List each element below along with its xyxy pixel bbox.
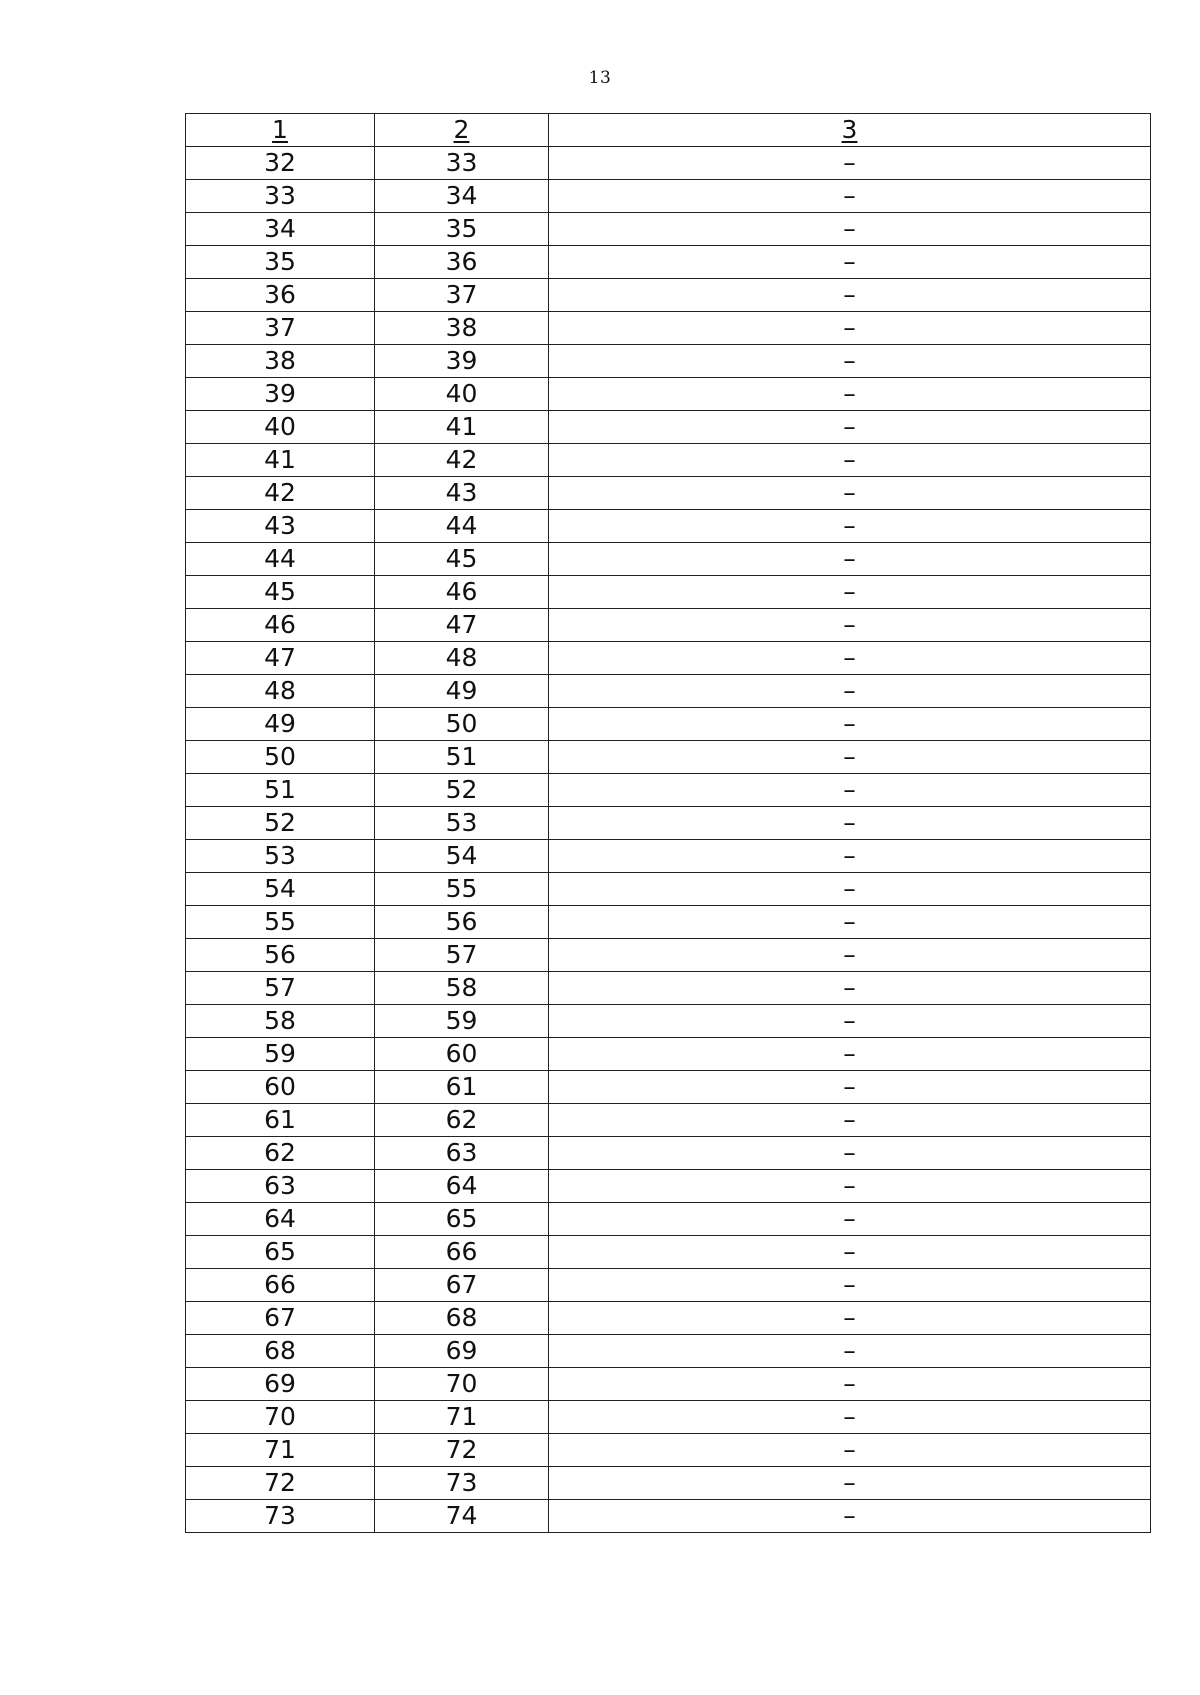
table-cell-col1: 35 bbox=[186, 246, 375, 279]
table-cell-col2: 36 bbox=[375, 246, 549, 279]
table-row bbox=[186, 1302, 1151, 1335]
table-row bbox=[186, 609, 1151, 642]
table-cell-col3: – bbox=[549, 1302, 1151, 1335]
table-row bbox=[186, 1269, 1151, 1302]
header-cell-3 bbox=[549, 114, 1151, 147]
table-cell-col2: 57 bbox=[375, 939, 549, 972]
table-cell-col1: 47 bbox=[186, 642, 375, 675]
table-row bbox=[186, 840, 1151, 873]
table-cell-col1: 66 bbox=[186, 1269, 375, 1302]
table-cell-col3: – bbox=[549, 213, 1151, 246]
table-cell-col2: 33 bbox=[375, 147, 549, 180]
table-cell-col1: 62 bbox=[186, 1137, 375, 1170]
table-cell-col1: 70 bbox=[186, 1401, 375, 1434]
table-cell-col2: 74 bbox=[375, 1500, 549, 1533]
table-cell-col2: 70 bbox=[375, 1368, 549, 1401]
table-cell-col2: 54 bbox=[375, 840, 549, 873]
table-cell-col1: 59 bbox=[186, 1038, 375, 1071]
table-cell-col1: 60 bbox=[186, 1071, 375, 1104]
table-row bbox=[186, 378, 1151, 411]
table-cell-col2: 59 bbox=[375, 1005, 549, 1038]
table-cell-col1: 63 bbox=[186, 1170, 375, 1203]
table-row bbox=[186, 774, 1151, 807]
table-cell-col3: – bbox=[549, 312, 1151, 345]
table-cell-col3: – bbox=[549, 906, 1151, 939]
table-cell-col2: 51 bbox=[375, 741, 549, 774]
table-cell-col3: – bbox=[549, 1500, 1151, 1533]
table-cell-col3: – bbox=[549, 180, 1151, 213]
table-cell-col2: 71 bbox=[375, 1401, 549, 1434]
header-cell-3-text: 3 bbox=[841, 115, 858, 144]
table-cell-col1: 51 bbox=[186, 774, 375, 807]
table-cell-col3: – bbox=[549, 774, 1151, 807]
table-cell-col2: 38 bbox=[375, 312, 549, 345]
table-cell-col3: – bbox=[549, 576, 1151, 609]
table-cell-col3: – bbox=[549, 411, 1151, 444]
table-cell-col3: – bbox=[549, 477, 1151, 510]
table-row bbox=[186, 972, 1151, 1005]
table-cell-col1: 72 bbox=[186, 1467, 375, 1500]
table-cell-col3: – bbox=[549, 675, 1151, 708]
table-row bbox=[186, 543, 1151, 576]
table-cell-col1: 37 bbox=[186, 312, 375, 345]
table-cell-col2: 42 bbox=[375, 444, 549, 477]
table-row bbox=[186, 1368, 1151, 1401]
table-cell-col3: – bbox=[549, 972, 1151, 1005]
table-row bbox=[186, 1203, 1151, 1236]
table-cell-col1: 44 bbox=[186, 543, 375, 576]
table-row bbox=[186, 345, 1151, 378]
table-cell-col2: 68 bbox=[375, 1302, 549, 1335]
table-cell-col1: 55 bbox=[186, 906, 375, 939]
table-cell-col3: – bbox=[549, 1203, 1151, 1236]
table-cell-col3: – bbox=[549, 345, 1151, 378]
table-row bbox=[186, 1467, 1151, 1500]
table-cell-col2: 41 bbox=[375, 411, 549, 444]
table-cell-col1: 50 bbox=[186, 741, 375, 774]
table-cell-col1: 48 bbox=[186, 675, 375, 708]
table-cell-col2: 60 bbox=[375, 1038, 549, 1071]
table-cell-col1: 65 bbox=[186, 1236, 375, 1269]
table-cell-col3: – bbox=[549, 1401, 1151, 1434]
table-cell-col3: – bbox=[549, 642, 1151, 675]
table-cell-col1: 67 bbox=[186, 1302, 375, 1335]
table-row bbox=[186, 675, 1151, 708]
table-cell-col3: – bbox=[549, 873, 1151, 906]
table-cell-col3: – bbox=[549, 1335, 1151, 1368]
table-cell-col1: 46 bbox=[186, 609, 375, 642]
table-cell-col3: – bbox=[549, 741, 1151, 774]
table-row bbox=[186, 279, 1151, 312]
table-row bbox=[186, 444, 1151, 477]
table-row bbox=[186, 1500, 1151, 1533]
table-cell-col2: 69 bbox=[375, 1335, 549, 1368]
table-cell-col1: 39 bbox=[186, 378, 375, 411]
table-cell-col1: 64 bbox=[186, 1203, 375, 1236]
table-cell-col1: 38 bbox=[186, 345, 375, 378]
table-cell-col3: – bbox=[549, 1236, 1151, 1269]
table-cell-col2: 63 bbox=[375, 1137, 549, 1170]
table-cell-col1: 36 bbox=[186, 279, 375, 312]
table-cell-col2: 55 bbox=[375, 873, 549, 906]
table-cell-col3: – bbox=[549, 1467, 1151, 1500]
table-cell-col1: 71 bbox=[186, 1434, 375, 1467]
table-cell-col3: – bbox=[549, 1170, 1151, 1203]
table-row bbox=[186, 1401, 1151, 1434]
table-cell-col1: 43 bbox=[186, 510, 375, 543]
table-cell-col1: 34 bbox=[186, 213, 375, 246]
table-cell-col3: – bbox=[549, 1269, 1151, 1302]
table-row bbox=[186, 147, 1151, 180]
table-cell-col3: – bbox=[549, 708, 1151, 741]
table-row bbox=[186, 642, 1151, 675]
table-row bbox=[186, 708, 1151, 741]
table-row bbox=[186, 477, 1151, 510]
table-row bbox=[186, 1236, 1151, 1269]
table-cell-col3: – bbox=[549, 1434, 1151, 1467]
table-cell-col3: – bbox=[549, 1368, 1151, 1401]
table-cell-col3: – bbox=[549, 807, 1151, 840]
table-cell-col2: 61 bbox=[375, 1071, 549, 1104]
table-cell-col1: 40 bbox=[186, 411, 375, 444]
header-cell-1-text: 1 bbox=[272, 115, 288, 144]
header-cell-1 bbox=[186, 114, 375, 147]
table-cell-col2: 37 bbox=[375, 279, 549, 312]
table-cell-col2: 67 bbox=[375, 1269, 549, 1302]
table-cell-col1: 57 bbox=[186, 972, 375, 1005]
table-cell-col2: 48 bbox=[375, 642, 549, 675]
table-cell-col1: 68 bbox=[186, 1335, 375, 1368]
table-row bbox=[186, 1071, 1151, 1104]
table-row bbox=[186, 1104, 1151, 1137]
table-cell-col2: 64 bbox=[375, 1170, 549, 1203]
table-cell-col1: 42 bbox=[186, 477, 375, 510]
table-cell-col1: 41 bbox=[186, 444, 375, 477]
table-cell-col1: 53 bbox=[186, 840, 375, 873]
table-cell-col1: 54 bbox=[186, 873, 375, 906]
header-cell-2 bbox=[375, 114, 549, 147]
data-table bbox=[185, 113, 1151, 1533]
table-cell-col2: 50 bbox=[375, 708, 549, 741]
table-cell-col3: – bbox=[549, 1104, 1151, 1137]
table-cell-col1: 45 bbox=[186, 576, 375, 609]
table-row bbox=[186, 1434, 1151, 1467]
table-row bbox=[186, 246, 1151, 279]
table-row bbox=[186, 906, 1151, 939]
table-row bbox=[186, 939, 1151, 972]
table-cell-col3: – bbox=[549, 1137, 1151, 1170]
table-cell-col3: – bbox=[549, 609, 1151, 642]
table-cell-col3: – bbox=[549, 543, 1151, 576]
table-row bbox=[186, 873, 1151, 906]
table-cell-col3: – bbox=[549, 147, 1151, 180]
table-cell-col2: 47 bbox=[375, 609, 549, 642]
table-cell-col3: – bbox=[549, 279, 1151, 312]
table-cell-col2: 72 bbox=[375, 1434, 549, 1467]
table-cell-col1: 61 bbox=[186, 1104, 375, 1137]
table-cell-col3: – bbox=[549, 1038, 1151, 1071]
table-cell-col2: 45 bbox=[375, 543, 549, 576]
table-row bbox=[186, 510, 1151, 543]
table-header-row bbox=[186, 114, 1151, 147]
table-cell-col2: 40 bbox=[375, 378, 549, 411]
table-row bbox=[186, 312, 1151, 345]
table-row bbox=[186, 576, 1151, 609]
table-row bbox=[186, 1005, 1151, 1038]
table-cell-col2: 62 bbox=[375, 1104, 549, 1137]
table-row bbox=[186, 1335, 1151, 1368]
table-cell-col3: – bbox=[549, 840, 1151, 873]
table-cell-col1: 32 bbox=[186, 147, 375, 180]
table-cell-col1: 33 bbox=[186, 180, 375, 213]
table-cell-col2: 53 bbox=[375, 807, 549, 840]
table-cell-col2: 56 bbox=[375, 906, 549, 939]
header-cell-2-text: 2 bbox=[453, 115, 470, 144]
table-body bbox=[186, 114, 1151, 1533]
table-cell-col2: 35 bbox=[375, 213, 549, 246]
table-row bbox=[186, 1038, 1151, 1071]
page-number: 13 bbox=[588, 68, 612, 88]
table-cell-col1: 49 bbox=[186, 708, 375, 741]
table-row bbox=[186, 741, 1151, 774]
table-cell-col1: 58 bbox=[186, 1005, 375, 1038]
table-cell-col2: 73 bbox=[375, 1467, 549, 1500]
table-cell-col1: 52 bbox=[186, 807, 375, 840]
table-cell-col1: 69 bbox=[186, 1368, 375, 1401]
table-cell-col2: 34 bbox=[375, 180, 549, 213]
table-row bbox=[186, 180, 1151, 213]
table-row bbox=[186, 807, 1151, 840]
table-cell-col2: 44 bbox=[375, 510, 549, 543]
table-cell-col2: 66 bbox=[375, 1236, 549, 1269]
table-row bbox=[186, 1170, 1151, 1203]
table-cell-col3: – bbox=[549, 939, 1151, 972]
table-cell-col3: – bbox=[549, 510, 1151, 543]
table-cell-col3: – bbox=[549, 378, 1151, 411]
table-cell-col3: – bbox=[549, 444, 1151, 477]
table-cell-col2: 58 bbox=[375, 972, 549, 1005]
table-cell-col2: 43 bbox=[375, 477, 549, 510]
table-cell-col3: – bbox=[549, 246, 1151, 279]
table-row bbox=[186, 411, 1151, 444]
table-cell-col2: 65 bbox=[375, 1203, 549, 1236]
table-row bbox=[186, 213, 1151, 246]
table-cell-col3: – bbox=[549, 1071, 1151, 1104]
table-cell-col1: 56 bbox=[186, 939, 375, 972]
table-cell-col2: 49 bbox=[375, 675, 549, 708]
table-cell-col2: 39 bbox=[375, 345, 549, 378]
table-cell-col3: – bbox=[549, 1005, 1151, 1038]
table-row bbox=[186, 1137, 1151, 1170]
table-cell-col1: 73 bbox=[186, 1500, 375, 1533]
table-cell-col2: 46 bbox=[375, 576, 549, 609]
table-cell-col2: 52 bbox=[375, 774, 549, 807]
